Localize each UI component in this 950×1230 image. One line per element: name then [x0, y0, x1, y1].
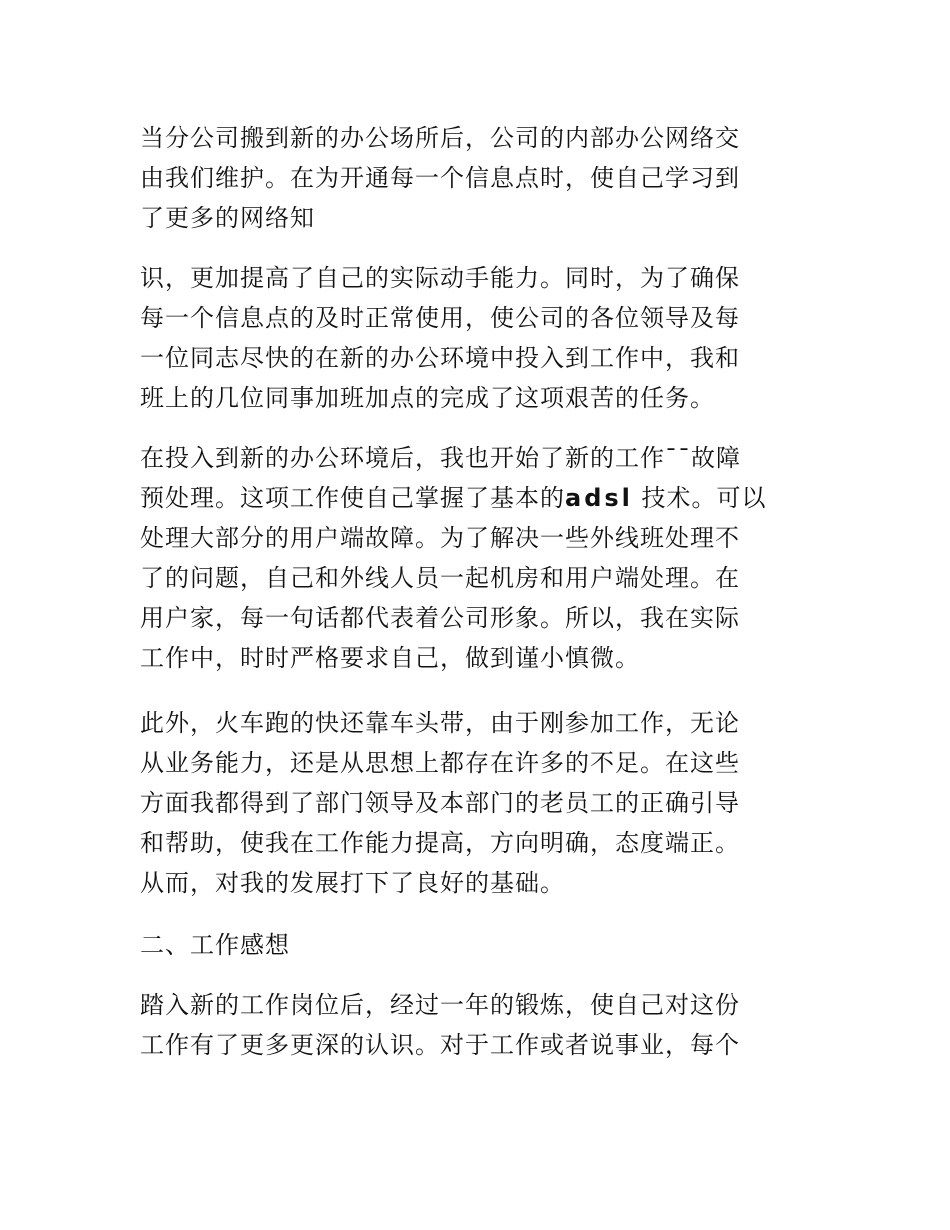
paragraph-2	[140, 258, 810, 418]
paragraph-1	[140, 118, 810, 238]
paragraph-3	[140, 438, 810, 678]
text-segment: 技术。可以	[632, 484, 767, 512]
text-line: 踏入新的工作岗位后，经过一年的锻炼，使自己对这份	[140, 991, 740, 1019]
text-line: 识，更加提高了自己的实际动手能力。同时，为了确保	[140, 264, 740, 292]
paragraph-4	[140, 703, 810, 903]
text-line: 在投入到新的办公环境后，我也开始了新的工作¯¯故障	[140, 444, 741, 472]
bold-term: adsl	[565, 484, 633, 512]
text-line: 当分公司搬到新的办公场所后，公司的内部办公网络交	[140, 124, 740, 152]
text-line: 从而，对我的发展打下了良好的基础。	[140, 869, 565, 897]
text-line: 了的问题，自己和外线人员一起机房和用户端处理。在	[140, 564, 740, 592]
text-line: 方面我都得到了部门领导及本部门的老员工的正确引导	[140, 789, 740, 817]
text-line: 了更多的网络知	[140, 204, 315, 232]
paragraph-5	[140, 985, 810, 1065]
text-line: 从业务能力，还是从思想上都存在许多的不足。在这些	[140, 749, 740, 777]
text-line: 每一个信息点的及时正常使用，使公司的各位领导及每	[140, 304, 740, 332]
text-line: 由我们维护。在为开通每一个信息点时，使自己学习到	[140, 164, 740, 192]
text-line: 此外，火车跑的快还靠车头带，由于刚参加工作，无论	[140, 709, 740, 737]
text-line: 用户家，每一句话都代表着公司形象。所以，我在实际	[140, 604, 740, 632]
text-line: 处理大部分的用户端故障。为了解决一些外线班处理不	[140, 524, 740, 552]
text-segment: 预处理。这项工作使自己掌握了基本的	[140, 484, 565, 512]
text-line: 工作中，时时严格要求自己，做到谨小慎微。	[140, 644, 640, 672]
text-line: 和帮助，使我在工作能力提高，方向明确，态度端正。	[140, 829, 740, 857]
text-line: 工作有了更多更深的认识。对于工作或者说事业，每个	[140, 1031, 740, 1059]
heading-text: 二、工作感想	[140, 931, 290, 959]
text-line-with-term	[140, 478, 810, 518]
text-line: 一位同志尽快的在新的办公环境中投入到工作中，我和	[140, 344, 740, 372]
section-heading	[140, 925, 810, 965]
text-line: 班上的几位同事加班加点的完成了这项艰苦的任务。	[140, 384, 715, 412]
